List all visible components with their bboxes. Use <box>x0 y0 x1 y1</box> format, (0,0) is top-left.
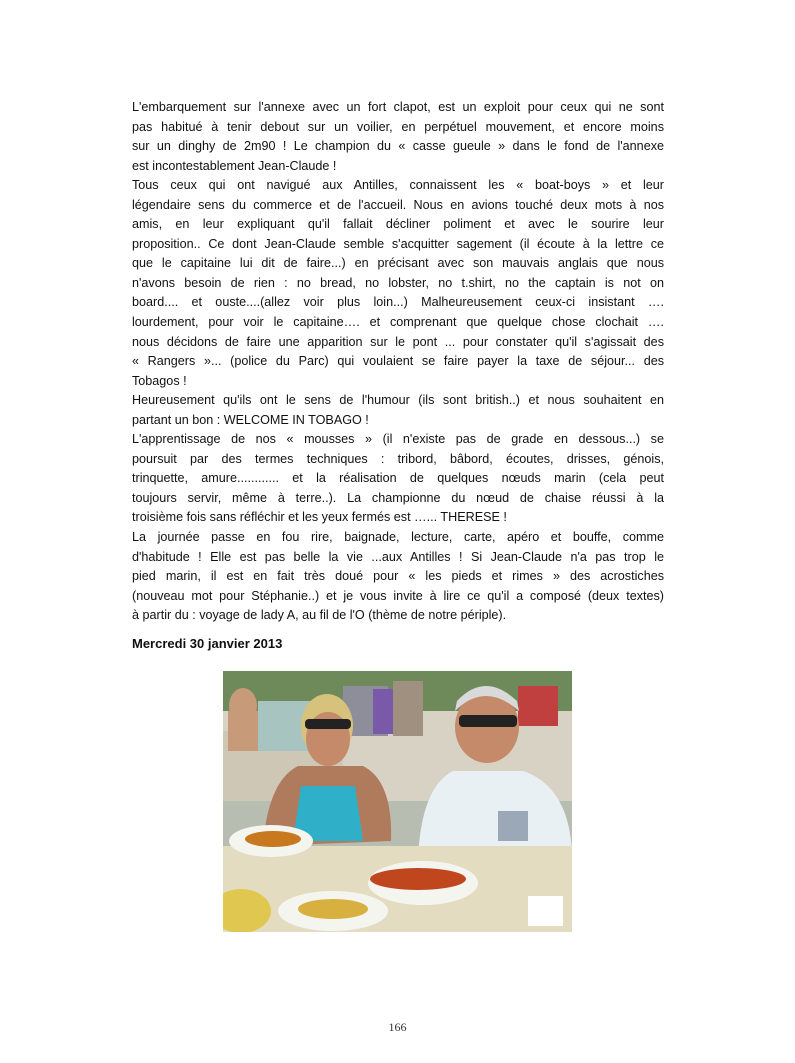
text-line: toujours servir, même à terre..). La championne du nœud de chaise réussi à la <box>132 490 664 505</box>
text-line: board.... et ouste....(allez voir plus loin...) Malheureusement ceux-ci insistant …. <box>132 295 664 310</box>
text-line: « Rangers »... (police du Parc) qui voulaient se faire payer la taxe de séjour... des <box>132 354 664 369</box>
text-line: pied marin, il est en fait très doué pour « les pieds et rimes » des acrostiches <box>132 569 664 584</box>
text-line: proposition.. Ce dont Jean-Claude semble s'acquitter sagement (il écoute à la lettre ce <box>132 236 664 251</box>
text-line: partant un bon : WELCOME IN TOBAGO ! <box>132 412 369 427</box>
text-line: L'embarquement sur l'annexe avec un fort clapot, est un exploit pour ceux qui ne sont <box>132 100 664 114</box>
text-line: d'habitude ! Elle est pas belle la vie ...aux Antilles ! Si Jean-Claude n'a pas trop le <box>132 549 664 564</box>
text-line: est incontestablement Jean-Claude ! <box>132 158 337 173</box>
photo-lunch-couple <box>223 671 572 932</box>
text-line: sur un dinghy de 2m90 ! Le champion du « casse gueule » dans le fond de l'annexe <box>132 139 664 154</box>
text-line: que le capitaine lui dit de faire...) en précisant avec son mauvais anglais que nous <box>132 256 664 271</box>
text-line: amis, en leur expliquant qu'il fallait décliner poliment et avec le sourire leur <box>132 217 664 232</box>
text-line: nous décidons de faire une apparition sur le pont ... pour constater qu'il s'agissait des <box>132 334 664 349</box>
text-line: Heureusement qu'ils ont le sens de l'humour (ils sont british..) et nous souhaitent en <box>132 393 664 408</box>
text-line: La journée passe en fou rire, baignade, lecture, carte, apéro et bouffe, comme <box>132 530 664 545</box>
text-line: légendaire sens du commerce et de l'accueil. Nous en avions touché deux mots à nos <box>132 197 664 212</box>
text-line: n'avons besoin de rien : no bread, no lobster, no t.shirt, no the captain is not on <box>132 275 664 290</box>
text-line: Tobagos ! <box>132 373 187 388</box>
text-line: (nouveau mot pour Stéphanie..) et je vous invite à lire ce qu'il a composé (deux textes) <box>132 588 664 603</box>
text-line: troisième fois sans réfléchir et les yeux fermés est …... THERESE ! <box>132 510 507 525</box>
text-line: poursuit par des termes techniques : tribord, bâbord, écoutes, drisses, génois, <box>132 451 664 466</box>
text-line: L'apprentissage de nos « mousses » (il n'existe pas de grade en dessous...) se <box>132 432 664 447</box>
text-line: trinquette, amure............ et la réalisation de quelques nœuds marin (cela peut <box>132 471 664 486</box>
text-line: Tous ceux qui ont navigué aux Antilles, connaissent les « boat-boys » et leur <box>132 178 664 193</box>
text-line: pas habitué à tenir debout sur un voilier, en perpétuel mouvement, et encore moins <box>132 119 664 134</box>
body-text <box>132 98 664 626</box>
text-line: lourdement, pour voir le capitaine…. et comprenant que quelque chose clochait …. <box>132 315 664 330</box>
date-heading: Mercredi 30 janvier 2013 <box>132 636 283 651</box>
text-line: à partir du : voyage de lady A, au fil de l'O (thème de notre périple). <box>132 608 507 623</box>
page-number: 166 <box>388 1020 407 1034</box>
